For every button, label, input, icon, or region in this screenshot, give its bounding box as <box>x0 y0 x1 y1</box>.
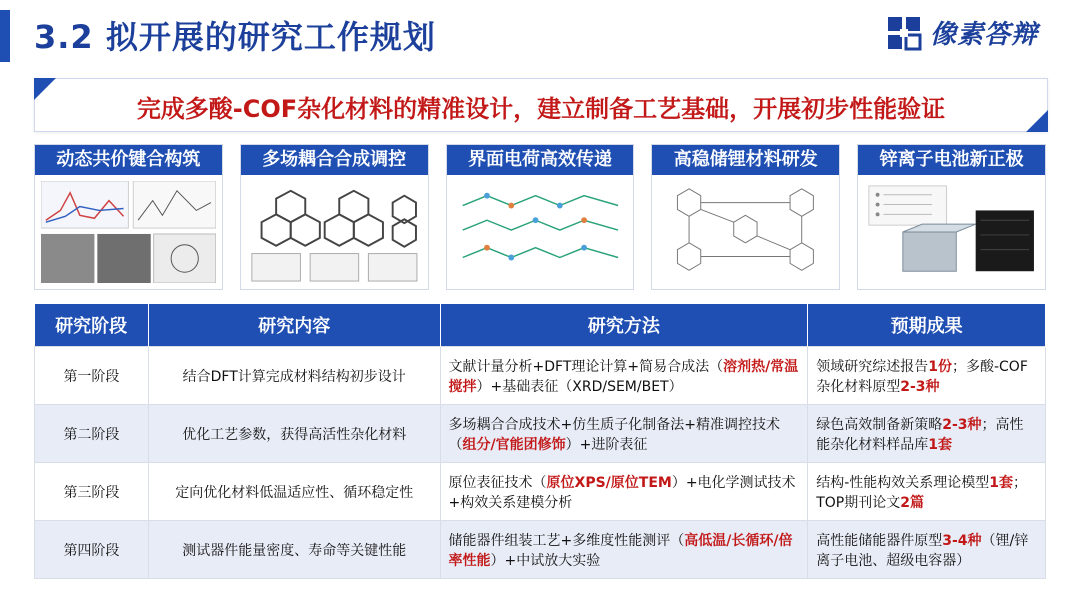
card-title: 界面电荷高效传递 <box>447 145 634 175</box>
text-segment: 文献计量分析+DFT理论计算+简易合成法（ <box>448 358 724 375</box>
brand-logo <box>886 14 1038 51</box>
text-segment: 高性能储能器件原型 <box>816 532 943 549</box>
table-header-row <box>35 304 1046 347</box>
content-cell: 测试器件能量密度、寿命等关键性能 <box>148 521 440 579</box>
highlight-text: 原位XPS/原位TEM <box>546 474 672 491</box>
highlight-text: 2-3种 <box>942 416 982 433</box>
research-focus-cards <box>34 144 1046 290</box>
logo-text: 像素答辩 <box>929 20 1038 50</box>
highlight-text: 2-3种 <box>900 378 940 395</box>
result-cell <box>808 405 1046 463</box>
highlight-text: 1套 <box>928 436 952 453</box>
text-segment: ）+进阶表征 <box>565 436 648 453</box>
result-cell <box>808 463 1046 521</box>
result-cell <box>808 521 1046 579</box>
column-header-method: 研究方法 <box>440 304 808 347</box>
stage-cell: 第四阶段 <box>35 521 149 579</box>
banner-text: 完成多酸-COF杂化材料的精准设计，建立制备工艺基础，开展初步性能验证 <box>136 95 946 123</box>
title-accent-bar <box>0 10 10 62</box>
card-title: 多场耦合合成调控 <box>241 145 428 175</box>
text-segment: ；高性能杂化材料样品库 <box>816 416 1024 453</box>
card-lithium-storage <box>651 144 840 290</box>
card-multifield-synthesis <box>240 144 429 290</box>
column-header-stage: 研究阶段 <box>35 304 149 347</box>
text-segment: 结构-性能构效关系理论模型 <box>816 474 990 491</box>
method-cell <box>440 521 808 579</box>
column-header-result: 预期成果 <box>808 304 1046 347</box>
card-interface-charge <box>446 144 635 290</box>
molecular-network-figure-icon <box>453 181 628 283</box>
method-cell <box>440 405 808 463</box>
text-segment: ）+基础表征（XRD/SEM/BET） <box>476 378 683 395</box>
highlight-text: 组分/官能团修饰 <box>462 436 566 453</box>
battery-cathode-figure-icon <box>864 181 1039 283</box>
characterization-figure-icon <box>41 181 216 283</box>
page-title: 3.2 拟开展的研究工作规划 <box>34 18 436 56</box>
card-title: 动态共价键合构筑 <box>35 145 222 175</box>
text-segment: ）+电化学测试技术+构效关系建模分析 <box>448 474 796 511</box>
highlight-text: 2篇 <box>900 494 924 511</box>
text-segment: 原位表征技术（ <box>448 474 547 491</box>
text-segment: （锂/锌离子电池、超级电容器） <box>816 532 1029 569</box>
text-segment: ；多酸-COF杂化材料原型 <box>816 358 1028 395</box>
polymer-structure-figure-icon <box>658 181 833 283</box>
highlight-text: 1套 <box>989 474 1014 491</box>
table-row <box>35 347 1046 405</box>
highlight-text: 3-4种 <box>942 532 982 549</box>
stage-cell: 第二阶段 <box>35 405 149 463</box>
content-cell: 结合DFT计算完成材料结构初步设计 <box>148 347 440 405</box>
text-segment: 储能器件组装工艺+多维度性能测评（ <box>448 532 685 549</box>
content-cell: 定向优化材料低温适应性、循环稳定性 <box>148 463 440 521</box>
content-cell: 优化工艺参数，获得高活性杂化材料 <box>148 405 440 463</box>
text-segment: 多场耦合合成技术+仿生质子化制备法+精准调控技术（ <box>448 416 780 453</box>
card-dynamic-covalent <box>34 144 223 290</box>
objective-banner <box>34 78 1048 132</box>
text-segment: ；TOP期刊论文 <box>816 474 1028 511</box>
research-plan-table <box>34 304 1046 579</box>
table-row <box>35 521 1046 579</box>
method-cell <box>440 347 808 405</box>
card-title: 锌离子电池新正极 <box>858 145 1045 175</box>
method-cell <box>440 463 808 521</box>
logo-icon <box>886 15 922 51</box>
column-header-content: 研究内容 <box>148 304 440 347</box>
text-segment: 领域研究综述报告 <box>816 358 929 375</box>
card-zinc-cathode <box>857 144 1046 290</box>
stage-cell: 第一阶段 <box>35 347 149 405</box>
cof-framework-figure-icon <box>247 181 422 283</box>
highlight-text: 溶剂热/常温搅拌 <box>448 358 799 395</box>
header-bar <box>0 0 1080 72</box>
text-segment: ）+中试放大实验 <box>490 552 601 569</box>
stage-cell: 第三阶段 <box>35 463 149 521</box>
table-row <box>35 405 1046 463</box>
card-title: 高稳储锂材料研发 <box>652 145 839 175</box>
highlight-text: 1份 <box>928 358 952 375</box>
table-row <box>35 463 1046 521</box>
result-cell <box>808 347 1046 405</box>
highlight-text: 高低温/长循环/倍率性能 <box>448 532 793 569</box>
text-segment: 绿色高效制备新策略 <box>816 416 943 433</box>
